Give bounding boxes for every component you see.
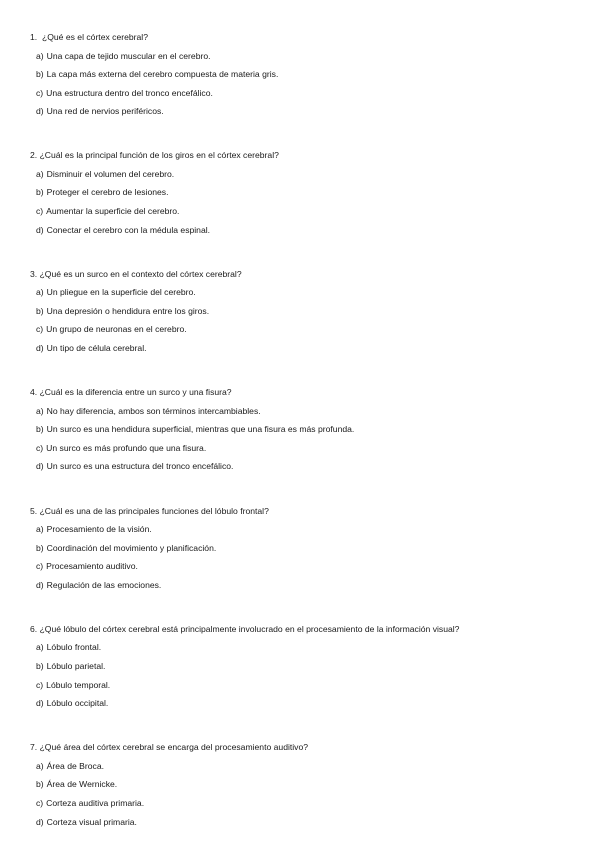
question-text: 5. ¿Cuál es una de las principales funciones del lóbulo frontal? — [30, 505, 269, 516]
option-c: c) Un surco es más profundo que una fisura. — [36, 442, 207, 453]
option-b: b) La capa más externa del cerebro compuesta de materia gris. — [36, 69, 279, 80]
question-text: 1. ¿Qué es el córtex cerebral? — [30, 32, 148, 42]
options-list — [30, 283, 578, 357]
question-text: 3. ¿Qué es un surco en el contexto del córtex cerebral? — [30, 268, 242, 279]
option-c: c) Una estructura dentro del tronco encefálico. — [36, 87, 213, 98]
question-text: 7. ¿Qué área del córtex cerebral se encarga del procesamiento auditivo? — [30, 742, 309, 753]
option-a: a) Una capa de tejido muscular en el cerebro. — [36, 50, 211, 61]
option-b: b) Coordinación del movimiento y planificación. — [36, 542, 217, 553]
option-d: d) Conectar el cerebro con la médula espinal. — [36, 224, 211, 235]
option-d: d) Un surco es una estructura del tronco encefálico. — [36, 461, 234, 472]
option-b: b) Área de Wernicke. — [36, 779, 118, 790]
option-c: c) Un grupo de neuronas en el cerebro. — [36, 324, 187, 335]
question-number: 1. — [30, 32, 38, 42]
options-list — [30, 520, 578, 594]
question-3 — [30, 265, 578, 358]
option-b: b) Una depresión o hendidura entre los giros. — [36, 305, 210, 316]
option-b: b) Proteger el cerebro de lesiones. — [36, 187, 169, 198]
option-a: a) No hay diferencia, ambos son términos intercambiables. — [36, 405, 261, 416]
question-number: 7. — [30, 742, 38, 753]
quiz — [30, 28, 578, 857]
options-list — [30, 638, 578, 712]
option-d: d) Una red de nervios periféricos. — [36, 106, 164, 117]
question-7 — [30, 738, 578, 831]
option-a: a) Lóbulo frontal. — [36, 642, 102, 653]
options-list — [30, 402, 578, 476]
option-c: c) Procesamiento auditivo. — [36, 561, 138, 572]
option-d: d) Corteza visual primaria. — [36, 816, 137, 827]
option-d: d) Lóbulo occipital. — [36, 698, 109, 709]
question-5 — [30, 502, 578, 595]
question-text: 4. ¿Cuál es la diferencia entre un surco y una fisura? — [30, 387, 232, 398]
question-4 — [30, 383, 578, 476]
option-a: a) Área de Broca. — [36, 760, 104, 771]
option-a: a) Un pliegue en la superficie del cerebro. — [36, 287, 196, 298]
options-list — [30, 165, 578, 239]
question-number: 2. — [30, 150, 38, 161]
question-number: 5. — [30, 505, 38, 516]
question-number: 6. — [30, 623, 38, 634]
option-a: a) Procesamiento de la visión. — [36, 524, 152, 534]
option-b: b) Un surco es una hendidura superficial, mientras que una fisura es más profunda. — [36, 424, 355, 435]
question-1 — [30, 28, 578, 121]
question-text: 2. ¿Cuál es la principal función de los giros en el córtex cerebral? — [30, 150, 279, 161]
option-c: c) Aumentar la superficie del cerebro. — [36, 206, 180, 217]
question-6 — [30, 620, 578, 713]
question-number: 4. — [30, 387, 38, 398]
options-list — [30, 47, 578, 121]
option-b: b) Lóbulo parietal. — [36, 660, 106, 671]
question-number: 3. — [30, 268, 38, 279]
option-c: c) Lóbulo temporal. — [36, 679, 111, 690]
option-d: d) Un tipo de célula cerebral. — [36, 343, 147, 354]
option-a: a) Disminuir el volumen del cerebro. — [36, 168, 175, 179]
question-2 — [30, 146, 578, 239]
options-list — [30, 757, 578, 831]
option-c: c) Corteza auditiva primaria. — [36, 797, 145, 808]
option-d: d) Regulación de las emociones. — [36, 579, 162, 590]
question-text: 6. ¿Qué lóbulo del córtex cerebral está principalmente involucrado en el procesamiento de la información visual? — [30, 623, 460, 634]
